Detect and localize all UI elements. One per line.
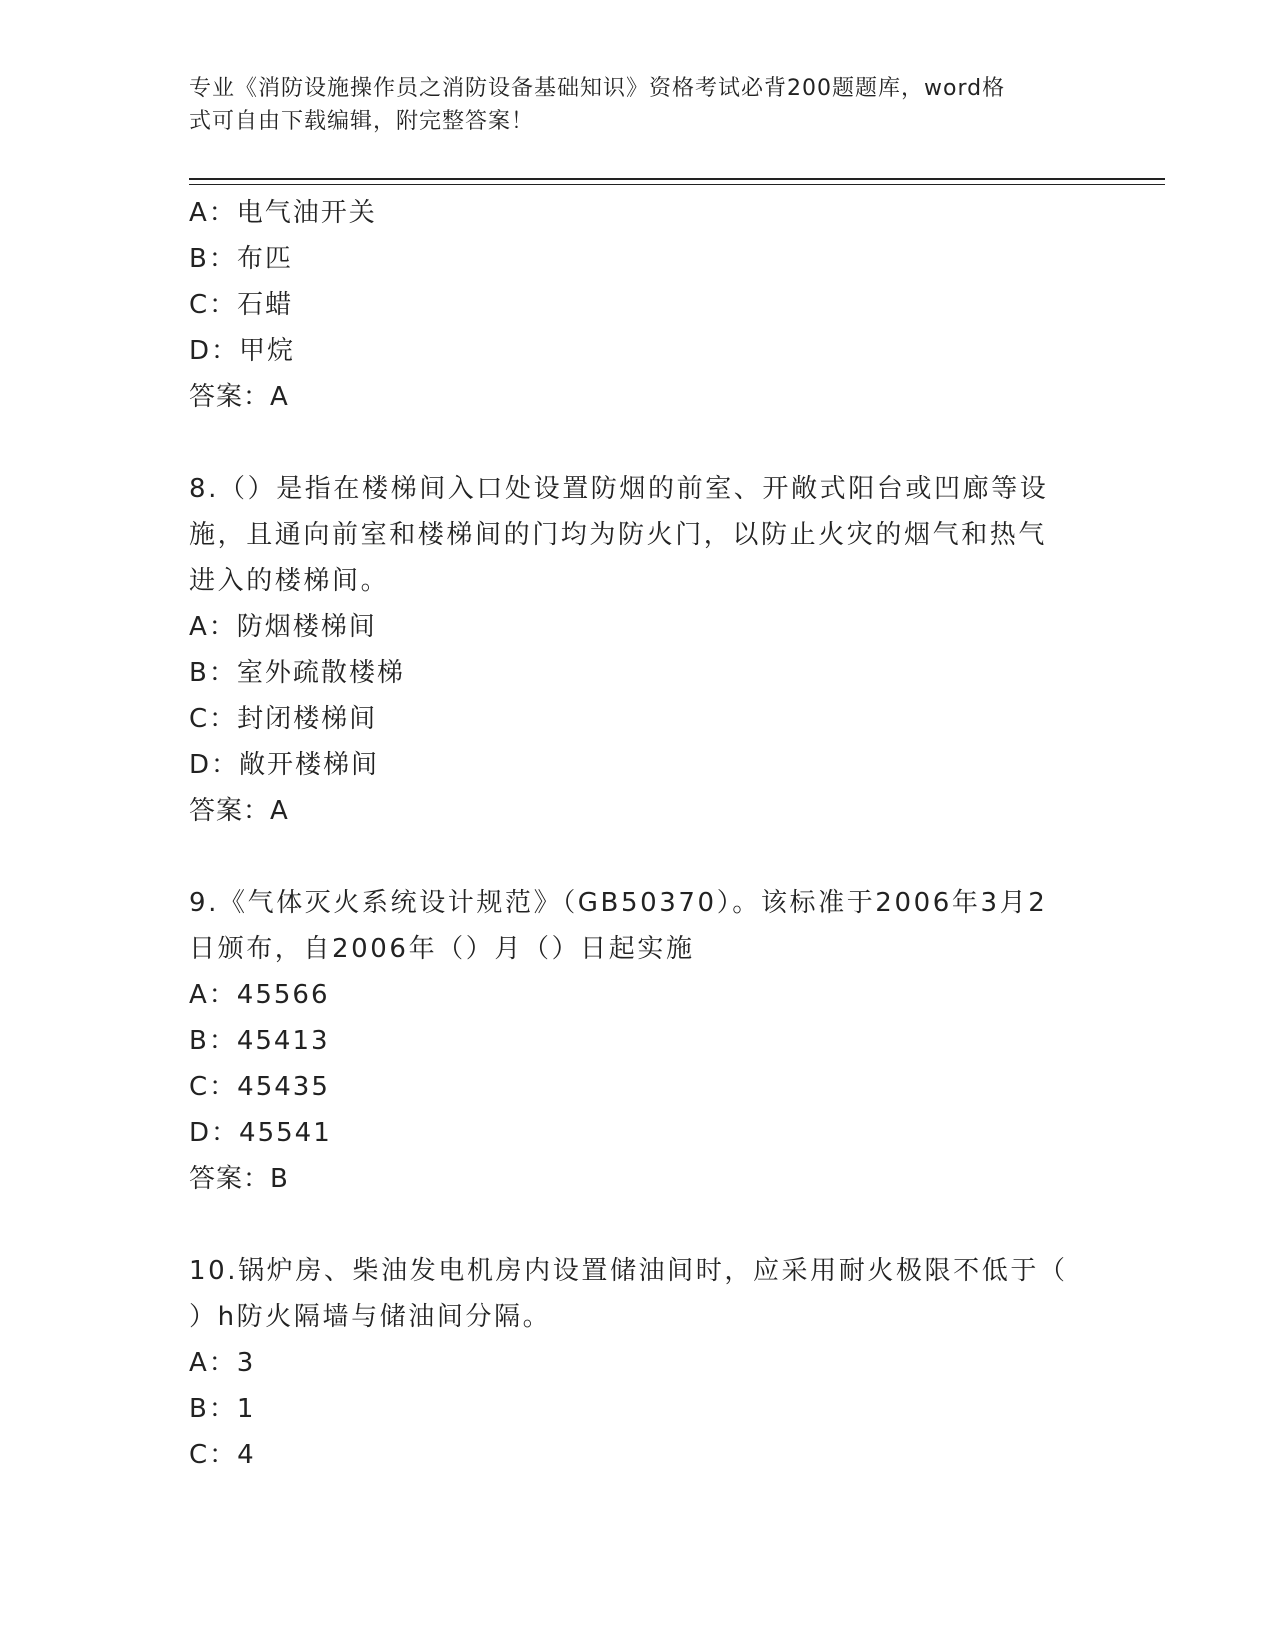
question-9-text-line-2: 日颁布，自2006年（）月（）日起实施 xyxy=(189,934,695,964)
question-8-block xyxy=(189,466,1089,834)
option-d: D：45541 xyxy=(189,1118,332,1148)
question-list xyxy=(189,190,1089,1478)
question-10-text-line-1: 10.锅炉房、柴油发电机房内设置储油间时，应采用耐火极限不低于（ xyxy=(189,1256,1068,1286)
question-8-text-line-2: 施，且通向前室和楼梯间的门均为防火门，以防止火灾的烟气和热气 xyxy=(189,520,1048,550)
option-b: B：45413 xyxy=(189,1026,330,1056)
question-9-block xyxy=(189,880,1089,1202)
option-a: A：防烟楼梯间 xyxy=(189,612,377,642)
question-7-block xyxy=(189,190,1089,420)
question-8-text-line-3: 进入的楼梯间。 xyxy=(189,566,390,596)
option-d: D：甲烷 xyxy=(189,336,296,366)
option-b: B：1 xyxy=(189,1394,256,1424)
option-d: D：敞开楼梯间 xyxy=(189,750,380,780)
answer-line: 答案：A xyxy=(189,382,289,412)
header-divider-thick xyxy=(189,178,1165,180)
question-9-text-line-1: 9.《气体灭火系统设计规范》（GB50370）。该标准于2006年3月2 xyxy=(189,888,1048,918)
option-c: C：45435 xyxy=(189,1072,330,1102)
question-10-text-line-2: ）h防火隔墙与储油间分隔。 xyxy=(189,1302,552,1332)
option-a: A：45566 xyxy=(189,980,330,1010)
option-c: C：石蜡 xyxy=(189,290,294,320)
answer-line: 答案：B xyxy=(189,1164,289,1194)
option-b: B：室外疏散楼梯 xyxy=(189,658,405,688)
question-8-text-line-1: 8.（）是指在楼梯间入口处设置防烟的前室、开敞式阳台或凹廊等设 xyxy=(189,474,1049,504)
question-10-block xyxy=(189,1248,1089,1478)
header-line-1: 专业《消防设施操作员之消防设备基础知识》资格考试必背200题题库，word格 xyxy=(189,76,1006,101)
header-divider-thin xyxy=(189,184,1165,185)
answer-line: 答案：A xyxy=(189,796,289,826)
option-c: C：4 xyxy=(189,1440,256,1470)
option-b: B：布匹 xyxy=(189,244,293,274)
option-c: C：封闭楼梯间 xyxy=(189,704,378,734)
header-line-2: 式可自由下载编辑，附完整答案！ xyxy=(189,109,535,134)
option-a: A：3 xyxy=(189,1348,256,1378)
document-header xyxy=(189,72,1089,138)
option-a: A：电气油开关 xyxy=(189,198,377,228)
